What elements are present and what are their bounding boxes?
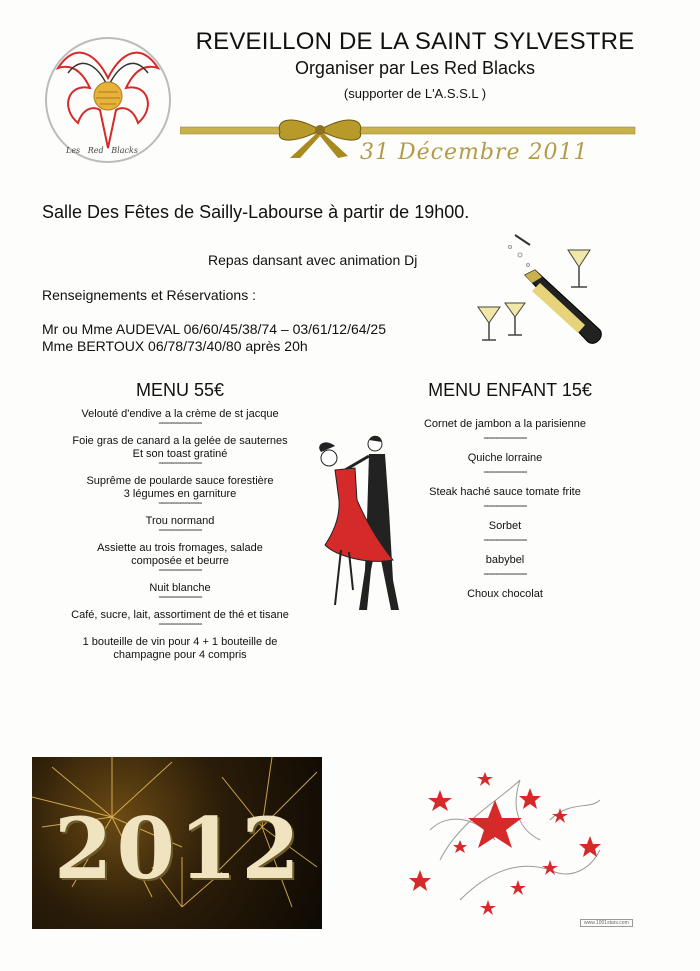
menu-item: Foie gras de canard a la gelée de sauternes Et son toast gratiné: [72, 435, 288, 460]
child-menu-title: MENU ENFANT 15€: [428, 380, 592, 400]
champagne-bottle-icon: [470, 225, 620, 355]
champagne-illustration: [470, 225, 620, 355]
supporter-note: (supporter de L'A.S.S.L ): [343, 86, 487, 101]
menu-item: Sorbet: [488, 520, 522, 532]
separator: °°°°°°°°°°°°°°°°°°°°°°°°: [483, 505, 527, 512]
menu-item: 1 bouteille de vin pour 4 + 1 bouteille de champagne pour 4 compris: [82, 636, 278, 661]
year-2012: 2012: [54, 799, 304, 898]
event-venue: Salle Des Fêtes de Sailly-Labourse à partir de 19h00.: [42, 202, 470, 222]
separator: °°°°°°°°°°°°°°°°°°°°°°°°: [158, 569, 202, 576]
menu-item: Nuit blanche: [149, 582, 211, 594]
menu-item: Suprême de poularde sauce forestière 3 légumes en garniture: [86, 475, 274, 500]
separator: °°°°°°°°°°°°°°°°°°°°°°°°: [483, 437, 527, 444]
contact-bertoux: Mme BERTOUX 06/78/73/40/80 après 20h: [42, 338, 308, 354]
new-year-image: [32, 757, 322, 929]
menu-item: Quiche lorraine: [467, 452, 543, 464]
separator: °°°°°°°°°°°°°°°°°°°°°°°°: [158, 623, 202, 630]
club-logo: [38, 28, 178, 168]
menu-item: babybel: [485, 554, 525, 566]
separator: °°°°°°°°°°°°°°°°°°°°°°°°: [483, 539, 527, 546]
dancers-icon: [305, 430, 405, 620]
menu-item: Steak haché sauce tomate frite: [429, 486, 581, 498]
logo-lettering: Les Red Blacks: [66, 146, 138, 155]
child-menu-list: [400, 418, 610, 605]
menu-item: Trou normand: [145, 515, 215, 527]
menu-item: Choux chocolat: [467, 588, 543, 600]
separator: °°°°°°°°°°°°°°°°°°°°°°°°: [158, 529, 202, 536]
event-date: 31 Décembre 2011: [360, 140, 589, 165]
separator: °°°°°°°°°°°°°°°°°°°°°°°°: [158, 462, 202, 469]
adult-menu-title: MENU 55€: [135, 380, 225, 400]
menu-item: Cornet de jambon a la parisienne: [423, 418, 587, 430]
separator: °°°°°°°°°°°°°°°°°°°°°°°°: [483, 471, 527, 478]
adult-menu-list: [45, 408, 315, 662]
dancing-couple-illustration: [305, 430, 405, 620]
stars-decoration: [400, 760, 650, 930]
separator: °°°°°°°°°°°°°°°°°°°°°°°°: [158, 596, 202, 603]
stars-icon: [400, 760, 650, 930]
page-subtitle: Organiser par Les Red Blacks: [294, 58, 536, 78]
stars-credit: www.1001stars.com: [580, 919, 633, 927]
event-description: Repas dansant avec animation Dj: [208, 252, 418, 268]
contact-audeval: Mr ou Mme AUDEVAL 06/60/45/38/74 – 03/61/12/64/25: [42, 321, 386, 337]
separator: °°°°°°°°°°°°°°°°°°°°°°°°: [158, 422, 202, 429]
separator: °°°°°°°°°°°°°°°°°°°°°°°°: [483, 573, 527, 580]
page-title: REVEILLON DE LA SAINT SYLVESTRE: [195, 28, 635, 55]
reservations-heading: Renseignements et Réservations :: [42, 287, 256, 303]
menu-item: Assiette au trois fromages, salade composée et beurre: [97, 542, 263, 567]
menu-item: Velouté d'endive a la crème de st jacque: [81, 408, 279, 420]
separator: °°°°°°°°°°°°°°°°°°°°°°°°: [158, 502, 202, 509]
menu-item: Café, sucre, lait, assortiment de thé et tisane: [71, 609, 289, 621]
